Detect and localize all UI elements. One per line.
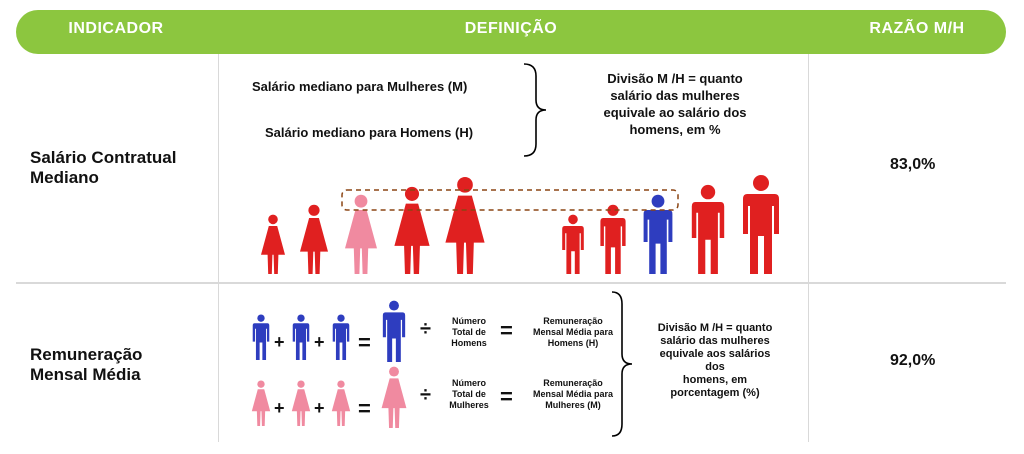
equals-symbol: = <box>358 330 371 355</box>
woman-figure <box>252 380 270 426</box>
formula-line: Mulheres <box>449 400 489 410</box>
row-divider <box>16 282 1006 284</box>
woman-total-figure <box>382 367 407 428</box>
equals-symbol: = <box>500 384 513 409</box>
equals-symbol: = <box>500 318 513 343</box>
formula-line: Número <box>451 378 486 388</box>
explanation-line: Divisão M /H = quanto <box>657 322 773 334</box>
woman-figure <box>394 187 429 274</box>
plus-symbol: + <box>314 398 325 418</box>
man-figure <box>743 175 779 274</box>
women-count-label <box>444 378 494 411</box>
man-figure <box>600 205 625 274</box>
ratio-value-average: 92,0% <box>890 352 936 369</box>
indicator-median-salary <box>30 148 176 188</box>
plus-symbol: + <box>314 332 325 352</box>
explanation-line: salário das mulheres <box>610 88 740 103</box>
formula-line: Homens (H) <box>547 338 599 348</box>
man-figure <box>293 314 310 360</box>
equals-symbol: = <box>358 396 371 421</box>
formula-line: Homens <box>451 338 487 348</box>
woman-median-figure <box>345 195 377 274</box>
man-figure <box>692 185 724 274</box>
indicator-line: Remuneração <box>30 345 143 364</box>
formula-line: Total de <box>452 389 486 399</box>
formula-line: Remuneração <box>543 316 603 326</box>
man-figure <box>253 314 270 360</box>
explanation-line: Divisão M /H = quanto <box>607 71 743 86</box>
formula-line: Mensal Média para <box>532 389 614 399</box>
man-figure <box>333 314 350 360</box>
indicator-average-pay <box>30 345 142 385</box>
divide-symbol: ÷ <box>420 318 431 340</box>
man-figure <box>562 215 584 274</box>
header-indicator: INDICADOR <box>68 20 164 37</box>
indicator-line: Mediano <box>30 168 99 187</box>
woman-figure <box>300 205 328 274</box>
column-divider-left <box>218 54 219 442</box>
men-median-label: Salário mediano para Homens (H) <box>265 125 474 140</box>
plus-symbol: + <box>274 332 285 352</box>
indicator-line: Mensal Média <box>30 365 141 384</box>
table-header <box>16 10 1006 54</box>
man-total-figure <box>383 301 405 362</box>
formula-line: Número <box>451 316 486 326</box>
formula-line: Total de <box>452 327 486 337</box>
explanation-line: salário das mulheres <box>660 335 770 347</box>
column-divider-right <box>808 54 809 442</box>
median-figures <box>240 168 800 278</box>
definition-explanation <box>590 70 760 138</box>
header-ratio: RAZÃO M/H <box>869 20 965 37</box>
median-highlight-box <box>342 190 678 210</box>
woman-figure <box>332 380 350 426</box>
explanation-line: equivale ao salário dos <box>603 105 747 120</box>
definition-explanation <box>648 322 782 400</box>
men-average-label <box>524 316 622 349</box>
woman-figure <box>292 380 310 426</box>
explanation-line: porcentagem (%) <box>670 387 760 399</box>
curly-brace-icon <box>610 290 636 438</box>
explanation-line: homens, em <box>682 374 748 386</box>
formula-line: Remuneração <box>543 378 603 388</box>
divide-symbol: ÷ <box>420 384 431 406</box>
plus-symbol: + <box>274 398 285 418</box>
woman-figure <box>261 215 285 274</box>
explanation-line: homens, em % <box>629 122 721 137</box>
indicator-line: Salário Contratual <box>30 148 177 167</box>
woman-figure <box>445 177 484 274</box>
header-definition: DEFINIÇÃO <box>464 20 558 37</box>
ratio-value-median: 83,0% <box>890 156 936 173</box>
women-average-label <box>524 378 622 411</box>
curly-brace-icon <box>522 62 552 158</box>
man-median-figure <box>644 195 673 274</box>
formula-line: Mensal Média para <box>532 327 614 337</box>
formula-line: Mulheres (M) <box>545 400 601 410</box>
explanation-line: dos <box>705 361 725 373</box>
men-count-label <box>444 316 494 349</box>
women-median-label: Salário mediano para Mulheres (M) <box>252 79 468 94</box>
explanation-line: equivale aos salários <box>659 348 771 360</box>
